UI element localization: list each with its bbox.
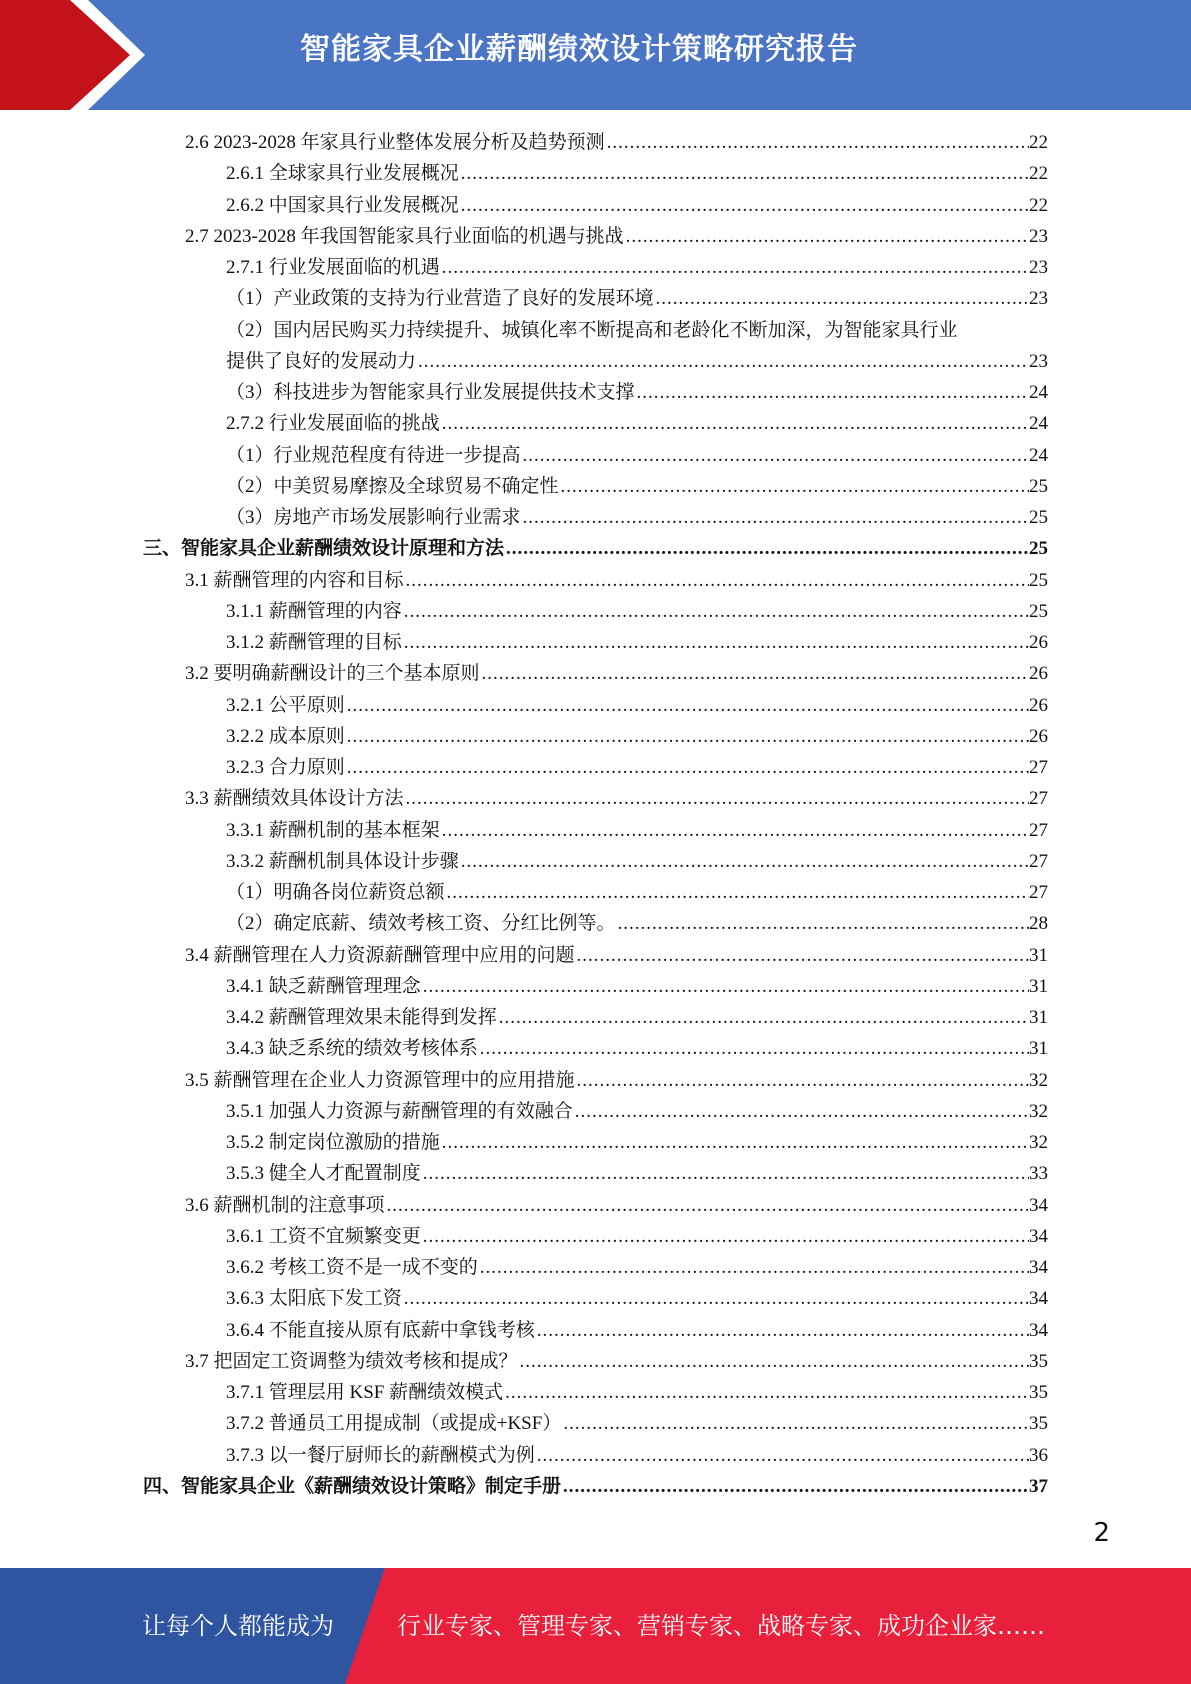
toc-dot-leader [459, 846, 1029, 877]
toc-entry-page: 26 [1029, 725, 1048, 747]
toc-entry[interactable] [226, 721, 1048, 752]
toc-entry[interactable] [226, 408, 1048, 439]
toc-entry[interactable] [226, 1002, 1048, 1033]
toc-entry[interactable] [185, 1065, 1048, 1096]
toc-entry-page: 27 [1029, 788, 1048, 810]
toc-entry-page: 23 [1029, 225, 1048, 247]
toc-entry-page: 31 [1029, 944, 1048, 966]
toc-entry[interactable] [185, 1190, 1048, 1221]
toc-entry-page: 35 [1029, 1382, 1048, 1403]
toc-entry-title: 3.4.3 缺乏系统的绩效考核体系 [226, 1038, 478, 1060]
toc-entry-title: 2.7.2 行业发展面临的挑战 [226, 413, 440, 435]
toc-dot-leader [478, 1033, 1029, 1064]
toc-dot-leader [402, 627, 1029, 658]
toc-dot-leader [616, 908, 1029, 939]
page-number: 2 [1093, 1518, 1110, 1548]
toc-entry-title: 3.6.1 工资不宜频繁变更 [226, 1225, 421, 1247]
toc-entry-title: 2.7.1 行业发展面临的机遇 [226, 257, 440, 278]
toc-entry-page: 26 [1029, 694, 1048, 716]
toc-entry-page: 32 [1029, 1132, 1048, 1153]
toc-entry-title: 3.6 薪酬机制的注意事项 [185, 1194, 385, 1216]
toc-entry-page: 22 [1029, 194, 1048, 216]
toc-entry-page: 25 [1029, 507, 1048, 528]
toc-dot-leader [521, 440, 1029, 471]
toc-dot-leader [575, 1065, 1029, 1096]
toc-entry[interactable] [226, 846, 1048, 877]
toc-entry-page: 23 [1029, 350, 1048, 372]
toc-entry-page: 27 [1029, 757, 1048, 778]
toc-entry-title: 3.1.1 薪酬管理的内容 [226, 600, 402, 622]
toc-entry-page: 35 [1029, 1413, 1048, 1435]
toc-dot-leader [345, 690, 1029, 721]
toc-entry-page: 25 [1029, 600, 1048, 622]
toc-dot-leader [421, 1158, 1029, 1189]
toc-entry[interactable] [226, 440, 1048, 471]
toc-entry[interactable] [226, 190, 1048, 221]
toc-chapter-entry[interactable] [143, 533, 1048, 564]
toc-dot-leader [440, 408, 1029, 439]
toc-dot-leader [459, 158, 1029, 189]
toc-entry[interactable] [226, 1221, 1048, 1252]
toc-entry-page: 25 [1029, 538, 1048, 560]
toc-entry-page: 34 [1029, 1225, 1048, 1247]
toc-entry-page: 27 [1029, 850, 1048, 872]
toc-dot-leader [345, 752, 1029, 783]
toc-dot-leader [416, 346, 1029, 377]
toc-entry-title: 3.1.2 薪酬管理的目标 [226, 632, 402, 653]
toc-entry[interactable] [226, 877, 1048, 908]
toc-entry-page: 31 [1029, 1007, 1048, 1028]
toc-entry[interactable] [226, 315, 1048, 346]
toc-entry-title: 2.6.2 中国家具行业发展概况 [226, 194, 459, 216]
toc-entry-page: 27 [1029, 882, 1048, 903]
header-arrow-decoration [0, 0, 160, 110]
toc-dot-leader [345, 721, 1029, 752]
toc-entry-title: 三、智能家具企业薪酬绩效设计原理和方法 [143, 538, 505, 560]
toc-entry[interactable] [226, 252, 1048, 283]
toc-entry[interactable] [226, 158, 1048, 189]
toc-entry-page: 23 [1029, 257, 1048, 278]
footer-slogan-right: 行业专家、管理专家、营销专家、战略专家、成功企业家…… [397, 1612, 1045, 1640]
toc-dot-leader [605, 127, 1029, 158]
toc-entry-page: 28 [1029, 913, 1048, 935]
toc-dot-leader [480, 658, 1029, 689]
toc-entry-page: 37 [1029, 1475, 1048, 1497]
toc-entry[interactable] [226, 1158, 1048, 1189]
toc-entry[interactable] [185, 940, 1048, 971]
toc-entry-page: 25 [1029, 475, 1048, 497]
toc-entry-title: 3.6.3 太阳底下发工资 [226, 1288, 402, 1310]
toc-dot-leader [478, 1252, 1029, 1283]
page-footer [0, 1568, 1191, 1684]
toc-entry-page: 26 [1029, 663, 1048, 685]
toc-entry[interactable] [185, 1346, 1048, 1377]
toc-entry[interactable] [226, 346, 1048, 377]
toc-dot-leader [624, 221, 1029, 252]
toc-entry-title: 3.2.3 合力原则 [226, 757, 345, 778]
toc-entry-page: 35 [1029, 1350, 1048, 1372]
toc-dot-leader [535, 1440, 1029, 1471]
toc-dot-leader [575, 940, 1029, 971]
toc-entry-title: 3.7.1 管理层用 KSF 薪酬绩效模式 [226, 1382, 504, 1403]
toc-entry-title: （2）国内居民购买力持续提升、城镇化率不断提高和老龄化不断加深，为智能家具行业 [226, 319, 958, 341]
toc-entry-page: 25 [1029, 569, 1048, 591]
toc-dot-leader [440, 252, 1029, 283]
toc-entry[interactable] [226, 471, 1048, 502]
toc-entry[interactable] [226, 1377, 1048, 1408]
toc-entry[interactable] [226, 283, 1048, 314]
toc-dot-leader [402, 1283, 1029, 1314]
toc-entry[interactable] [226, 1440, 1048, 1471]
toc-entry[interactable] [226, 971, 1048, 1002]
toc-entry-title: 3.1 薪酬管理的内容和目标 [185, 569, 404, 591]
toc-entry[interactable] [226, 377, 1048, 408]
toc-entry-title: 四、智能家具企业《薪酬绩效设计策略》制定手册 [143, 1475, 562, 1497]
toc-entry-title: 3.7 把固定工资调整为绩效考核和提成？ [185, 1350, 518, 1372]
toc-entry[interactable] [226, 815, 1048, 846]
toc-dot-leader [497, 1002, 1029, 1033]
toc-entry-page: 36 [1029, 1444, 1048, 1466]
toc-dot-leader [402, 596, 1029, 627]
toc-entry-title: 3.5 薪酬管理在企业人力资源管理中的应用措施 [185, 1069, 575, 1091]
toc-entry[interactable] [185, 221, 1048, 252]
toc-dot-leader [561, 1408, 1029, 1439]
toc-entry[interactable] [226, 1033, 1048, 1064]
toc-dot-leader [504, 533, 1029, 564]
toc-entry[interactable] [226, 1408, 1048, 1439]
toc-entry-title: 2.7 2023-2028 年我国智能家具行业面临的机遇与挑战 [185, 225, 624, 247]
toc-entry-title: 3.5.1 加强人力资源与薪酬管理的有效融合 [226, 1100, 573, 1122]
toc-entry-title: （1）行业规范程度有待进一步提高 [226, 444, 521, 466]
toc-entry[interactable] [185, 783, 1048, 814]
toc-entry-page: 31 [1029, 975, 1048, 997]
toc-entry-title: 3.5.2 制定岗位激励的措施 [226, 1132, 440, 1153]
toc-dot-leader [635, 377, 1029, 408]
toc-entry[interactable] [185, 658, 1048, 689]
toc-entry[interactable] [226, 1096, 1048, 1127]
toc-entry[interactable] [226, 502, 1048, 533]
toc-entry-page: 22 [1029, 163, 1048, 185]
toc-dot-leader [559, 471, 1029, 502]
toc-entry-page: 24 [1029, 444, 1048, 466]
toc-entry-page: 23 [1029, 288, 1048, 310]
toc-entry-title: （2）中美贸易摩擦及全球贸易不确定性 [226, 475, 559, 497]
toc-entry-page: 32 [1029, 1100, 1048, 1122]
toc-chapter-entry[interactable] [143, 1471, 1048, 1502]
toc-entry[interactable] [226, 1315, 1048, 1346]
toc-dot-leader [440, 1127, 1029, 1158]
toc-entry-title: （3）科技进步为智能家具行业发展提供技术支撑 [226, 382, 635, 403]
toc-entry-page: 34 [1029, 1257, 1048, 1278]
toc-entry-title: 3.2.1 公平原则 [226, 694, 345, 716]
toc-dot-leader [404, 783, 1029, 814]
toc-entry-title: （1）明确各岗位薪资总额 [226, 882, 445, 903]
toc-dot-leader [561, 1471, 1029, 1502]
toc-dot-leader [573, 1096, 1029, 1127]
toc-entry-page: 34 [1029, 1319, 1048, 1341]
toc-entry-title: 3.5.3 健全人才配置制度 [226, 1163, 421, 1185]
toc-entry[interactable] [226, 1127, 1048, 1158]
footer-slogan-left: 让每个人都能成为 [142, 1612, 334, 1640]
toc-entry-page: 24 [1029, 413, 1048, 435]
toc-dot-leader [518, 1346, 1029, 1377]
toc-entry-title: 3.7.2 普通员工用提成制（或提成+KSF） [226, 1413, 562, 1435]
toc-entry[interactable] [226, 1252, 1048, 1283]
toc-entry-page: 32 [1029, 1069, 1048, 1091]
toc-entry-page: 26 [1029, 632, 1048, 653]
toc-entry-page: 27 [1029, 819, 1048, 841]
toc-entry[interactable] [185, 127, 1048, 158]
toc-entry-title: 2.6 2023-2028 年家具行业整体发展分析及趋势预测 [185, 132, 605, 153]
toc-dot-leader [654, 283, 1029, 314]
toc-dot-leader [521, 502, 1029, 533]
toc-entry-title: 3.3.2 薪酬机制具体设计步骤 [226, 850, 459, 872]
toc-dot-leader [421, 971, 1029, 1002]
toc-dot-leader [459, 190, 1029, 221]
toc-entry-page: 33 [1029, 1163, 1048, 1185]
toc-dot-leader [503, 1377, 1029, 1408]
toc-entry-title: 2.6.1 全球家具行业发展概况 [226, 163, 459, 185]
toc-entry-title: （2）确定底薪、绩效考核工资、分红比例等。 [226, 913, 616, 935]
toc-entry-title: （1）产业政策的支持为行业营造了良好的发展环境 [226, 288, 654, 310]
toc-entry-title: 3.7.3 以一餐厅厨师长的薪酬模式为例 [226, 1444, 535, 1466]
toc-entry-title: 3.6.2 考核工资不是一成不变的 [226, 1257, 478, 1278]
toc-entry-title: 3.3.1 薪酬机制的基本框架 [226, 819, 440, 841]
toc-entry-title: 提供了良好的发展动力 [226, 350, 417, 372]
toc-entry[interactable] [226, 596, 1048, 627]
toc-dot-leader [385, 1190, 1029, 1221]
toc-dot-leader [445, 877, 1029, 908]
document-title: 智能家具企业薪酬绩效设计策略研究报告 [300, 32, 858, 67]
toc-entry[interactable] [226, 908, 1048, 939]
toc-entry[interactable] [185, 565, 1048, 596]
toc-entry-page: 22 [1029, 132, 1048, 153]
toc-entry-title: 3.4.1 缺乏薪酬管理理念 [226, 975, 421, 997]
toc-entry-title: 3.6.4 不能直接从原有底薪中拿钱考核 [226, 1319, 535, 1341]
toc-entry-page: 34 [1029, 1288, 1048, 1310]
toc-entry-title: 3.2 要明确薪酬设计的三个基本原则 [185, 663, 480, 685]
toc-dot-leader [440, 815, 1029, 846]
toc-entry[interactable] [226, 627, 1048, 658]
toc-entry[interactable] [226, 752, 1048, 783]
toc-entry-page: 31 [1029, 1038, 1048, 1060]
toc-dot-leader [404, 565, 1029, 596]
toc-dot-leader [421, 1221, 1029, 1252]
toc-entry-title: 3.4 薪酬管理在人力资源薪酬管理中应用的问题 [185, 944, 575, 966]
toc-entry-title: 3.2.2 成本原则 [226, 725, 345, 747]
page-header [0, 0, 1191, 110]
toc-dot-leader [535, 1315, 1029, 1346]
toc-entry-page: 34 [1029, 1194, 1048, 1216]
toc-entry-title: （3）房地产市场发展影响行业需求 [226, 507, 521, 528]
toc-entry-page: 24 [1029, 382, 1048, 403]
toc-entry[interactable] [226, 1283, 1048, 1314]
toc-entry[interactable] [226, 690, 1048, 721]
toc-entry-title: 3.4.2 薪酬管理效果未能得到发挥 [226, 1007, 497, 1028]
toc-entry-title: 3.3 薪酬绩效具体设计方法 [185, 788, 404, 810]
